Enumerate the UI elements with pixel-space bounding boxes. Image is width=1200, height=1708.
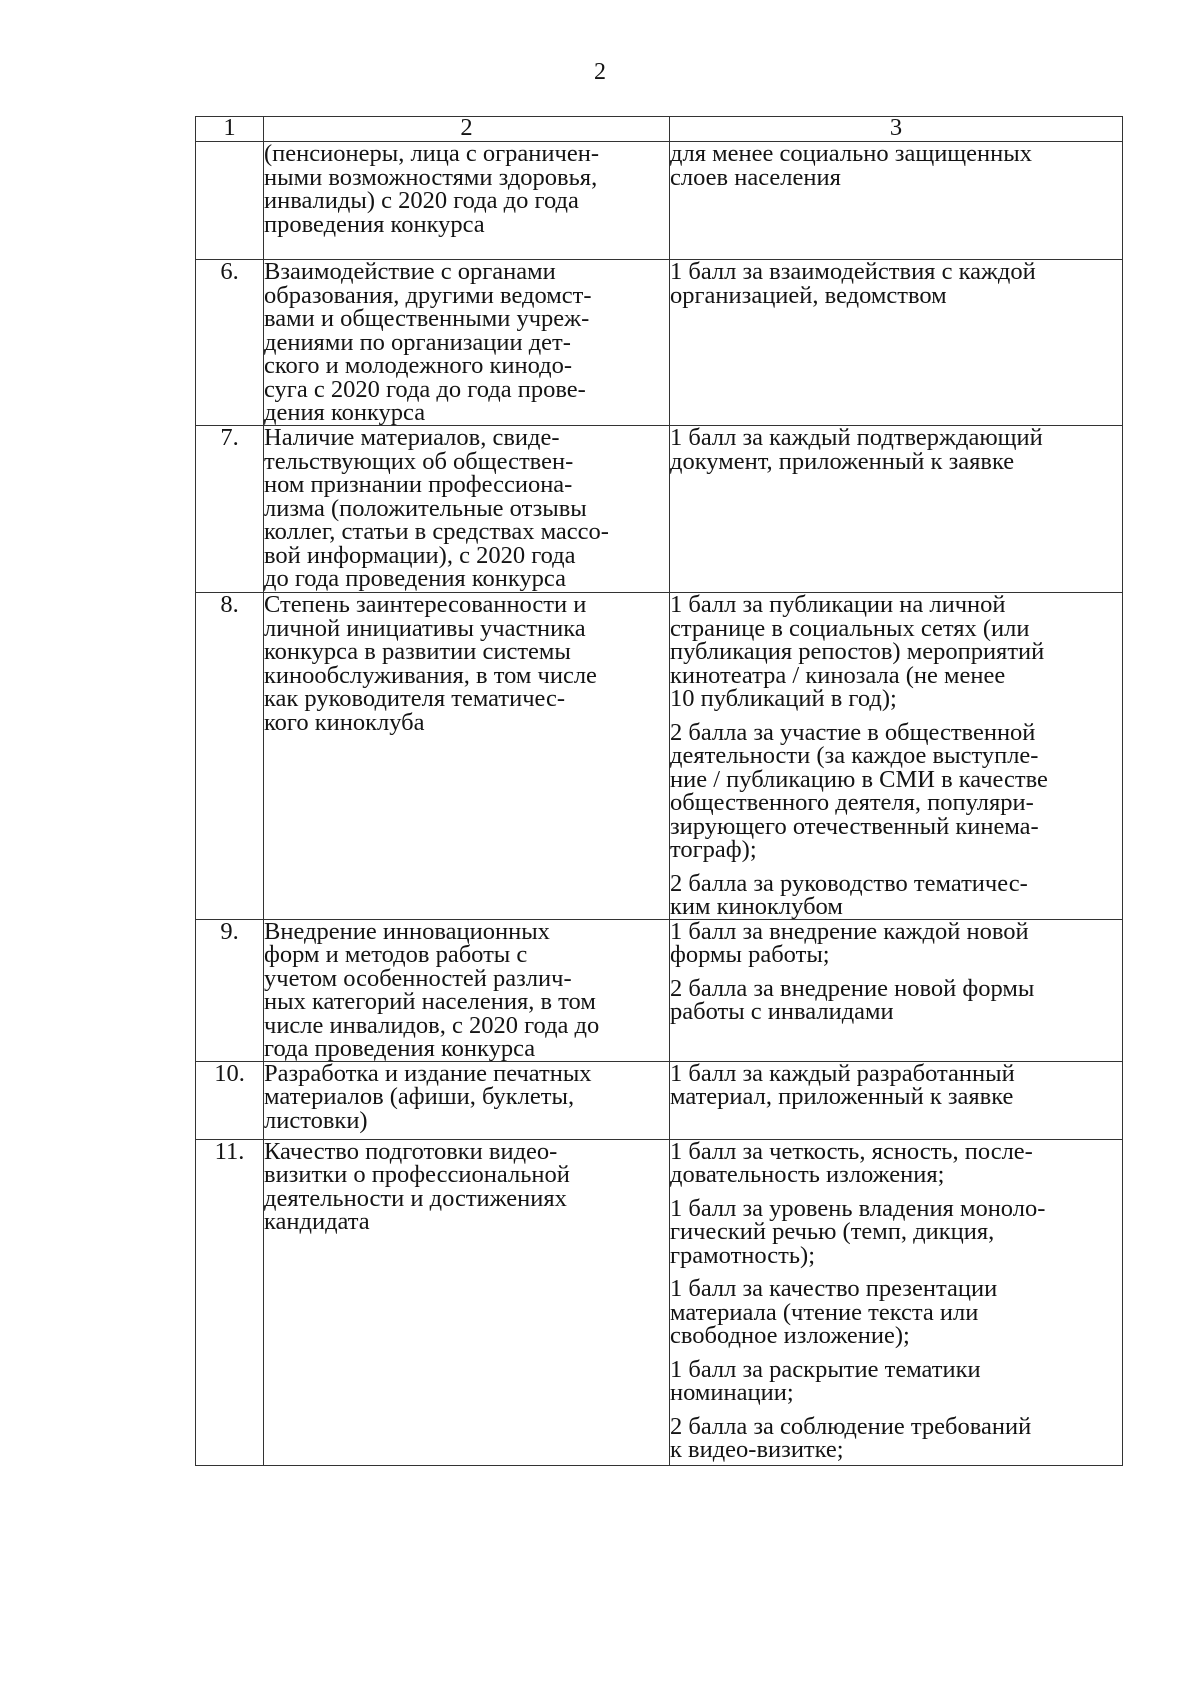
criterion-text-line: до года проведения конкурса [264,565,566,592]
criterion-text-line: инвалиды) с 2020 года до года [264,187,579,214]
points-cell [670,260,1123,426]
points-text-line: 1 балл за уровень владения моноло- [670,1194,1046,1222]
criteria-table [195,116,1123,1466]
points-text-line: организацией, ведомством [670,281,947,309]
criterion-text-line: года проведения конкурса [264,1035,536,1062]
points-paragraph [670,869,1122,920]
points-cell [670,1139,1123,1465]
points-cell [670,593,1123,920]
criterion-text-line: образования, другими ведомст- [264,281,592,309]
points-paragraph [670,1277,1122,1348]
points-paragraph [670,1355,1122,1406]
points-paragraph [670,260,1122,307]
points-text-line: странице в социальных сетях (или [670,614,1030,642]
criterion-text-line: Наличие материалов, свиде- [264,424,560,451]
table-header-row [196,117,1123,142]
points-text-line: 1 балл за каждый подтверждающий [670,424,1043,451]
points-text-line: 1 балл за взаимодействия с каждой [670,258,1036,285]
table-row [196,1061,1123,1139]
points-text-line: грамотность); [670,1241,816,1269]
points-text-line: для менее социально защищенных [670,140,1032,167]
points-text-line: тограф); [670,836,757,863]
column-header-points: 3 [670,117,1123,142]
criterion-text-line: тельствующих об обществен- [264,447,574,475]
criterion-cell [264,260,670,426]
row-number: 9. [196,919,264,1061]
points-text-line: к видео-визитке; [670,1436,844,1463]
column-header-criterion: 2 [264,117,670,142]
criterion-text-line: как руководителя тематичес- [264,685,566,712]
points-text-line: ние / публикацию в СМИ в качестве [670,765,1048,793]
criterion-text-line: материалов (афиши, буклеты, [264,1083,575,1110]
row-number: 8. [196,593,264,920]
table-row [196,142,1123,260]
criterion-text-line: числе инвалидов, с 2020 года до [264,1011,600,1039]
points-text-line: документ, приложенный к заявке [670,447,1015,475]
table-row [196,919,1123,1061]
points-text-line: 1 балл за публикации на личной [670,591,1006,618]
criterion-text-line: ными возможностями здоровья, [264,163,598,191]
table-row [196,593,1123,920]
criterion-cell [264,1061,670,1139]
criterion-text-line: листовки) [264,1106,368,1134]
points-text-line: 1 балл за качество презентации [670,1275,998,1302]
points-text-line: 2 балла за внедрение новой формы [670,974,1035,1002]
points-text-line: номинации; [670,1379,794,1406]
criterion-text-line: ном признании профессиона- [264,471,573,498]
criterion-text-line: форм и методов работы с [264,941,528,968]
points-cell [670,142,1123,260]
criterion-text-line: вой информации), с 2020 года [264,541,576,569]
criterion-text-line: кинообслуживания, в том числе [264,661,597,689]
points-paragraph [670,1059,1122,1110]
criterion-text-line: Внедрение инновационных [264,917,550,945]
criterion-cell [264,919,670,1061]
criterion-cell [264,426,670,593]
points-cell [670,426,1123,593]
points-text-line: общественного деятеля, популяри- [670,789,1034,816]
points-paragraph [670,917,1122,968]
points-text-line: кинотеатра / кинозала (не менее [670,661,1006,689]
points-text-line: деятельности (за каждое выступле- [670,742,1039,769]
points-text-line: 1 балл за раскрытие тематики [670,1355,981,1383]
criterion-text-line: ского и молодежного кинодо- [264,352,573,379]
criterion-text-line: Степень заинтересованности и [264,591,587,618]
points-text-line: слоев населения [670,163,841,191]
criterion-text-line: деятельности и достижениях [264,1184,567,1212]
criterion-text-line: Взаимодействие с органами [264,258,556,285]
criterion-cell [264,593,670,920]
criterion-text-line: дениями по организации дет- [264,328,571,356]
table-body [196,142,1123,1466]
points-paragraph [670,426,1122,473]
criterion-text-line: учетом особенностей различ- [264,964,572,992]
points-paragraph [670,974,1122,1025]
criterion-text-line: проведения конкурса [264,210,485,238]
points-text-line: работы с инвалидами [670,998,894,1025]
criterion-text-line: (пенсионеры, лица с ограничен- [264,140,599,167]
points-text-line: 10 публикаций в год); [670,685,897,712]
criterion-text-line: Разработка и издание печатных [264,1059,592,1087]
points-text-line: материал, приложенный к заявке [670,1083,1014,1110]
criterion-text-line: конкурса в развитии системы [264,638,571,665]
column-header-number: 1 [196,117,264,142]
row-number: 6. [196,260,264,426]
table-row [196,426,1123,593]
criterion-text-line: кого киноклуба [264,708,425,736]
points-text-line: 1 балл за внедрение каждой новой [670,917,1029,945]
criterion-text-line: ных категорий населения, в том [264,988,596,1015]
points-text-line: публикация репостов) мероприятий [670,638,1045,665]
points-paragraph [670,1137,1122,1188]
points-text-line: ким киноклубом [670,893,843,920]
criterion-text-line: Качество подготовки видео- [264,1137,558,1165]
criterion-text-line: суга с 2020 года до года прове- [264,375,586,403]
row-number [196,142,264,260]
points-paragraph [670,1412,1122,1463]
points-text-line: 2 балла за соблюдение требований [670,1412,1032,1440]
row-number: 11. [196,1139,264,1465]
points-cell [670,1061,1123,1139]
points-text-line: свободное изложение); [670,1322,910,1349]
points-text-line: 2 балла за участие в общественной [670,718,1036,746]
points-text-line: гический речью (темп, дикция, [670,1218,995,1245]
points-text-line: 1 балл за каждый разработанный [670,1059,1015,1087]
points-text-line: довательность изложения; [670,1161,945,1188]
criterion-text-line: вами и общественными учреж- [264,305,590,332]
page-number: 2 [594,59,606,85]
row-number: 10. [196,1061,264,1139]
criterion-cell [264,142,670,260]
points-paragraph [670,593,1122,711]
points-text-line: зирующего отечественный кинема- [670,812,1039,840]
criterion-text-line: кандидата [264,1208,370,1235]
criterion-text-line: лизма (положительные отзывы [264,494,587,522]
criterion-text-line: визитки о профессиональной [264,1161,570,1188]
table-row [196,260,1123,426]
points-text-line: формы работы; [670,941,830,968]
row-number: 7. [196,426,264,593]
points-text-line: 2 балла за руководство тематичес- [670,869,1028,897]
points-cell [670,919,1123,1061]
points-paragraph [670,1194,1122,1269]
points-paragraph [670,142,1122,189]
points-text-line: 1 балл за четкость, ясность, после- [670,1137,1033,1165]
points-paragraph [670,718,1122,863]
criterion-text-line: коллег, статьи в средствах массо- [264,518,609,545]
criterion-text-line: личной инициативы участника [264,614,586,642]
points-text-line: материала (чтение текста или [670,1298,979,1326]
table-row [196,1139,1123,1465]
criterion-cell [264,1139,670,1465]
criterion-text-line: дения конкурса [264,399,426,426]
